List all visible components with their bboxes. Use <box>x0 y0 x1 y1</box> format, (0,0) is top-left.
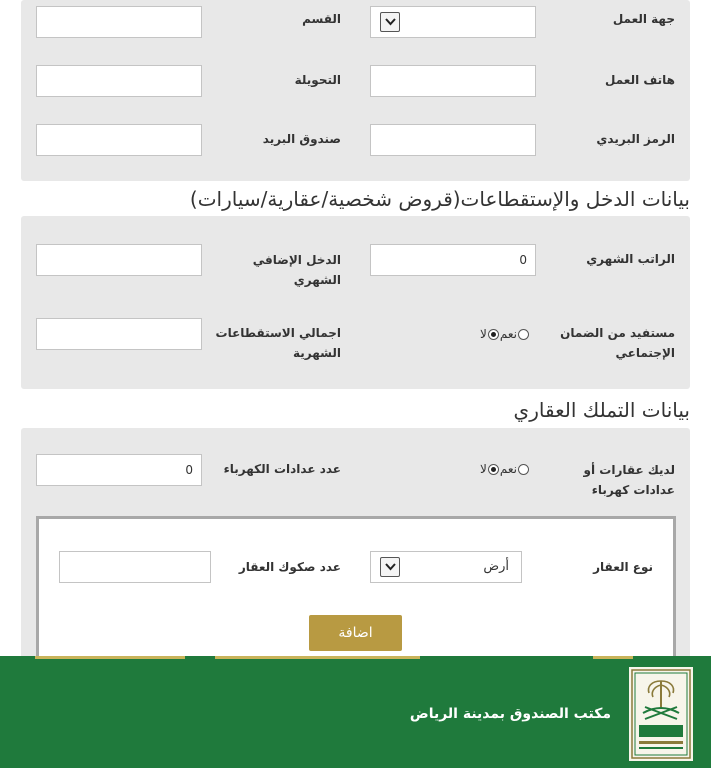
po-box-input[interactable] <box>36 124 202 156</box>
has-property-no-radio[interactable] <box>488 464 499 475</box>
extension-input[interactable] <box>36 65 202 97</box>
total-deductions-label-line1: اجمالي الاستقطاعات <box>215 326 341 340</box>
property-section-title: بيانات التملك العقاري <box>513 398 690 422</box>
postal-code-input[interactable] <box>370 124 536 156</box>
total-deductions-input[interactable] <box>36 318 202 350</box>
social-security-yes-label: نعم <box>499 327 517 341</box>
has-property-yes-radio[interactable] <box>518 464 529 475</box>
meters-count-label: عدد عدادات الكهرباء <box>223 462 341 476</box>
meters-count-input[interactable] <box>36 454 202 486</box>
work-phone-label: هاتف العمل <box>605 73 675 87</box>
property-type-select[interactable] <box>370 551 522 583</box>
deeds-count-input[interactable] <box>59 551 211 583</box>
total-deductions-label-line2: الشهرية <box>293 346 341 360</box>
has-property-label-line1: لديك عقارات أو <box>583 463 675 477</box>
total-deductions-label <box>216 323 341 363</box>
employer-label: جهة العمل <box>612 12 675 26</box>
extra-income-input[interactable] <box>36 244 202 276</box>
property-type-label: نوع العقار <box>593 560 653 574</box>
extension-label: التحويلة <box>294 73 341 87</box>
footer <box>0 656 711 768</box>
add-property-button[interactable]: اضافة <box>309 615 402 651</box>
social-security-yes-radio[interactable] <box>518 329 529 340</box>
employer-select[interactable] <box>370 6 536 38</box>
monthly-salary-label: الراتب الشهري <box>586 252 675 266</box>
has-property-no-label: لا <box>480 462 487 476</box>
income-panel <box>21 216 690 389</box>
postal-code-label: الرمز البريدي <box>596 132 675 146</box>
footer-stripe <box>215 656 420 659</box>
deeds-count-label: عدد صكوك العقار <box>238 560 341 574</box>
footer-office-name: مكتب الصندوق بمدينة الرياض <box>409 706 611 722</box>
chevron-down-icon[interactable] <box>380 557 400 577</box>
extra-income-label-line2: الشهري <box>293 273 341 287</box>
social-security-no-label: لا <box>480 327 487 341</box>
footer-stripe <box>593 656 633 659</box>
work-phone-input[interactable] <box>370 65 536 97</box>
property-type-selected: أرض <box>483 559 509 574</box>
department-label: القسم <box>302 12 341 26</box>
extra-income-label-line1: الدخل الإضافي <box>252 253 341 267</box>
department-input[interactable] <box>36 6 202 38</box>
social-security-radio-group <box>480 327 530 341</box>
social-security-label-line1: مستفيد من الضمان <box>560 326 675 340</box>
has-property-radio-group <box>480 462 530 476</box>
social-security-label-line2: الإجتماعي <box>615 346 675 360</box>
monthly-salary-input[interactable] <box>370 244 536 276</box>
extra-income-label <box>253 250 341 290</box>
has-property-label <box>584 460 675 500</box>
has-property-label-line2: عدادات كهرباء <box>591 483 675 497</box>
fund-logo-icon <box>627 665 695 763</box>
social-security-no-radio[interactable] <box>488 329 499 340</box>
po-box-label: صندوق البريد <box>262 132 341 146</box>
footer-stripe <box>35 656 185 659</box>
social-security-label <box>560 323 675 363</box>
has-property-yes-label: نعم <box>499 462 517 476</box>
chevron-down-icon[interactable] <box>380 12 400 32</box>
income-section-title: بيانات الدخل والإستقطاعات(قروض شخصية/عقارية/سيارات) <box>189 187 690 211</box>
